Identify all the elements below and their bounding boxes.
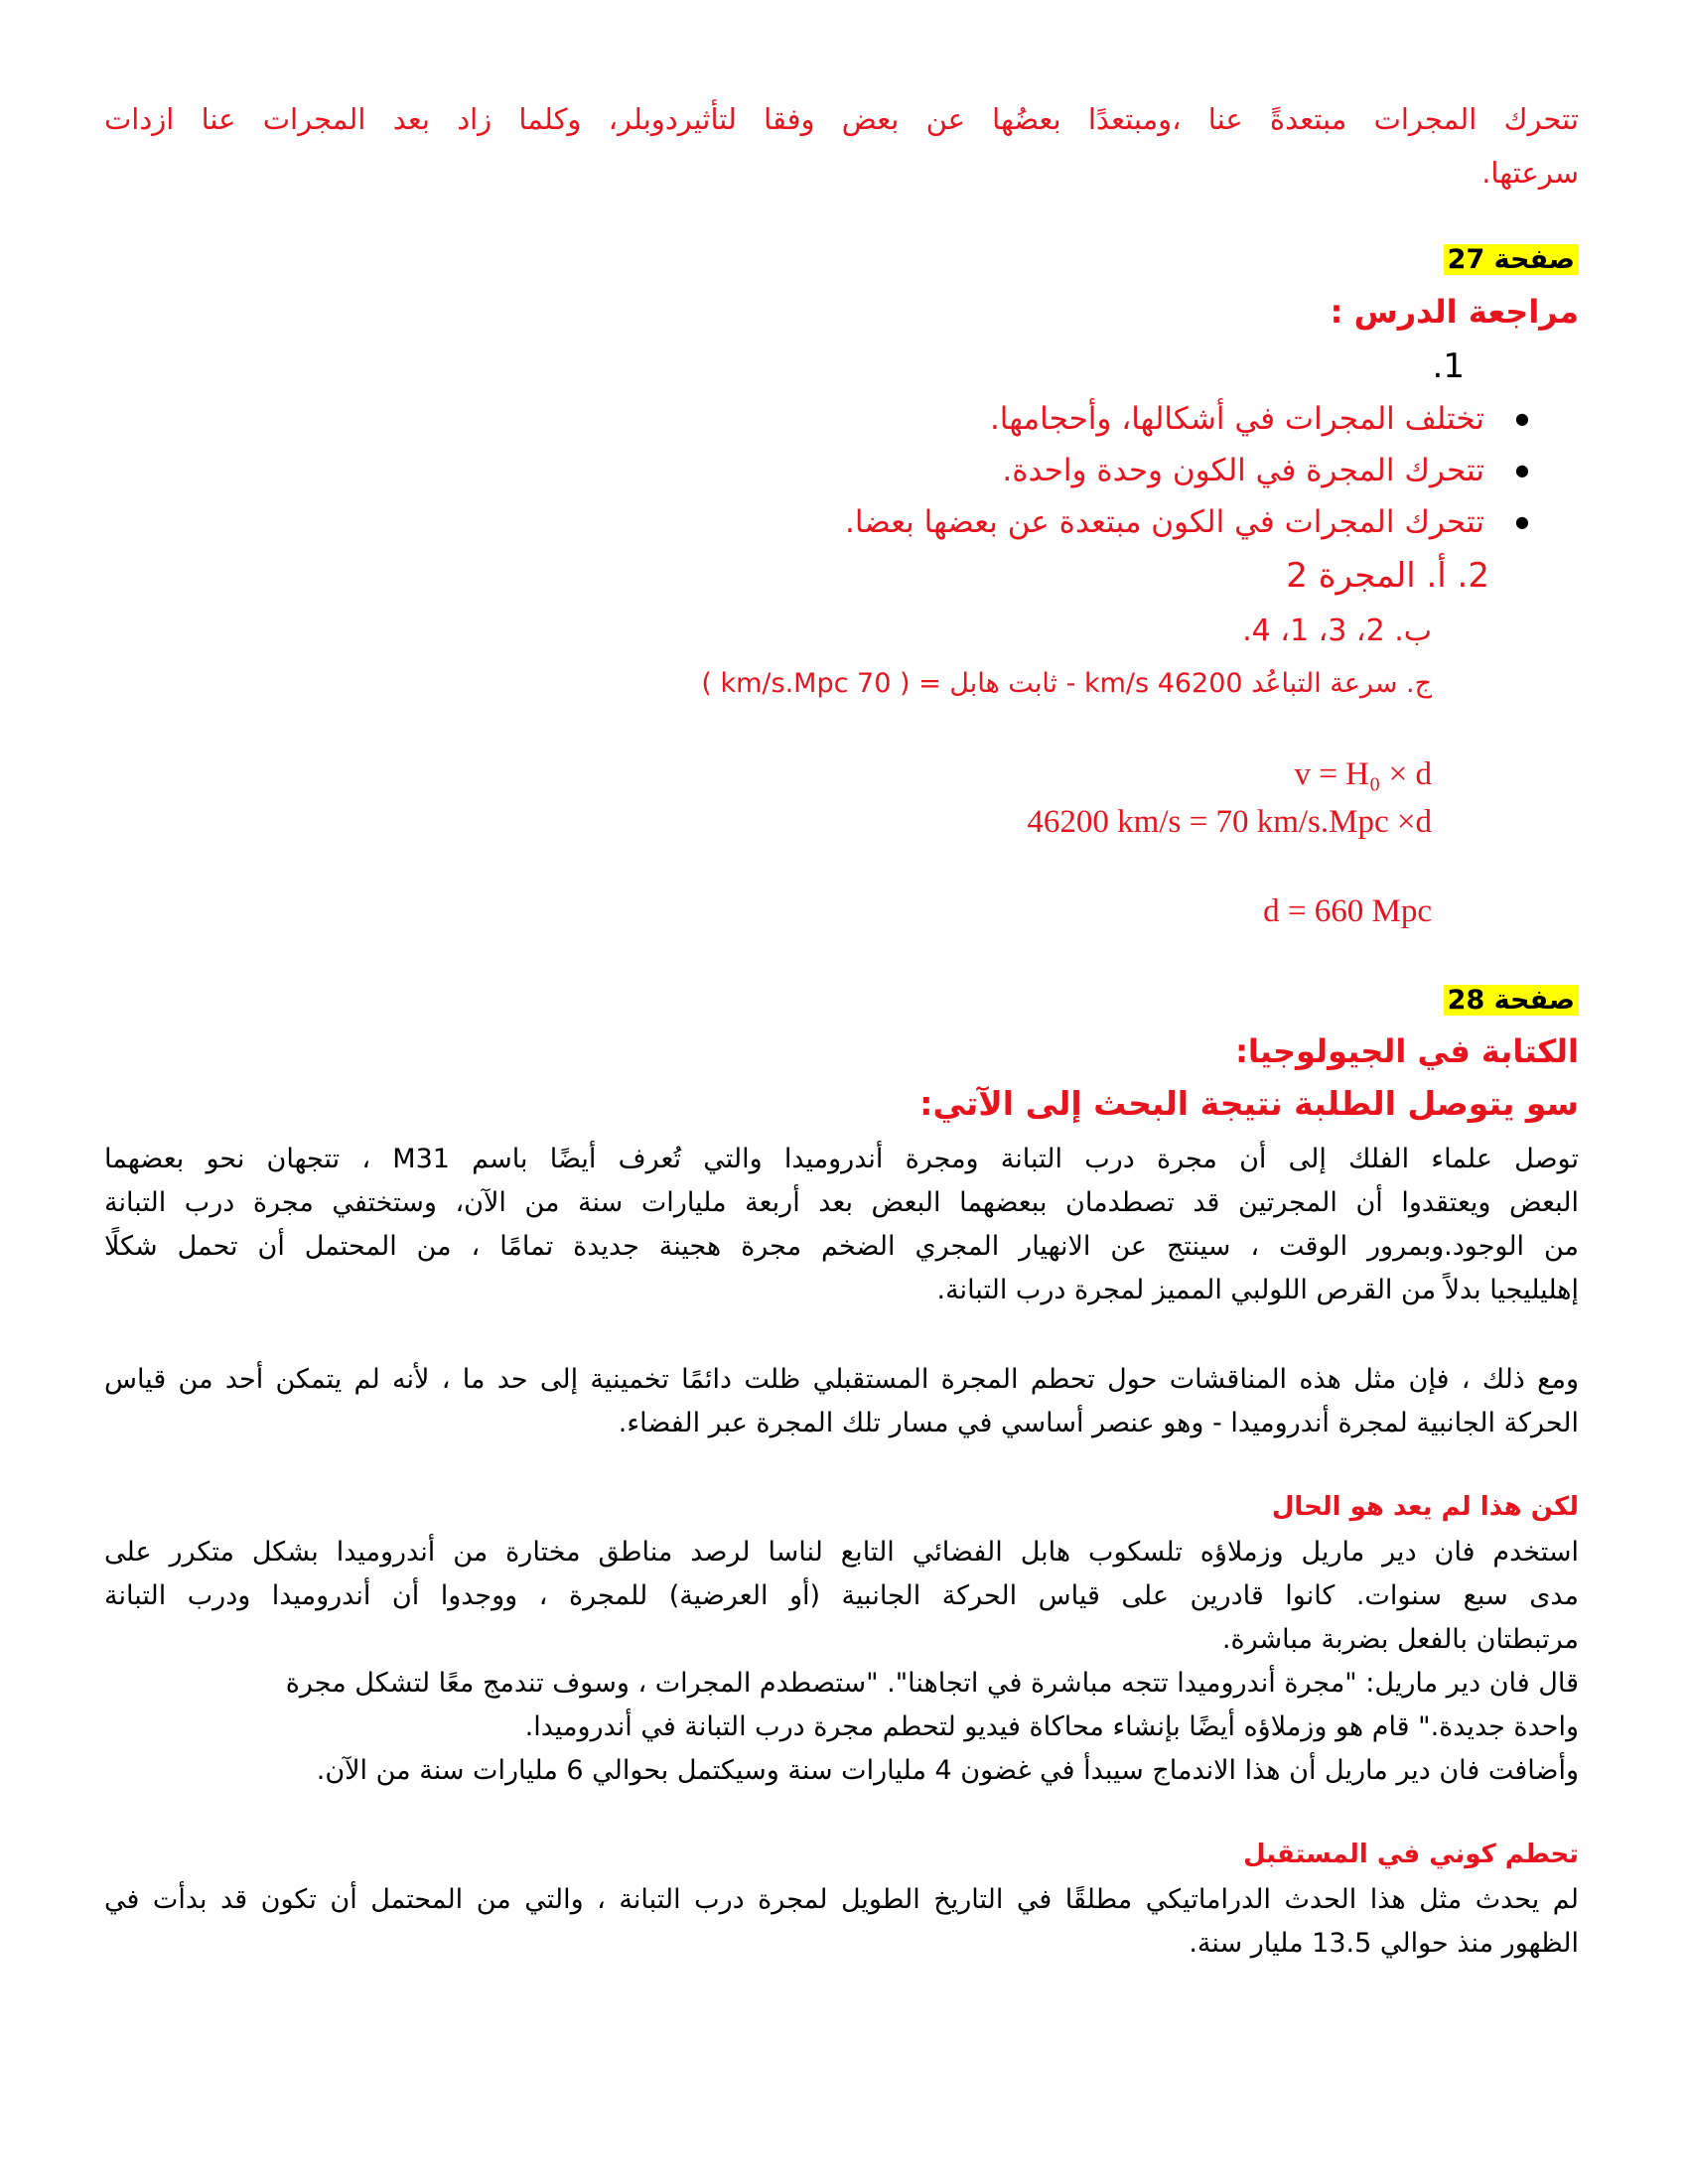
paragraph-line: لم يحدث مثل هذا الحدث الدراماتيكي مطلقًا في التاريخ الطويل لمجرة درب التبانة ، والتي من المحتمل أن تكون قد بدأت في — [104, 1884, 1579, 1915]
list-item — [845, 445, 1529, 496]
section-heading-no-longer-the-case: لكن هذا لم يعد هو الحال — [1271, 1492, 1579, 1522]
equation-substitution: 46200 km/s = 70 km/s.Mpc ×d — [1027, 804, 1432, 840]
q1-bullet-2: تتحرك المجرة في الكون وحدة واحدة. — [1002, 453, 1484, 488]
equation-hubble-law: v = H₀ × d — [1294, 756, 1432, 792]
page-28-label-text: صفحة 28 — [1444, 985, 1579, 1016]
writing-title: الكتابة في الجيولوجيا: — [1235, 1032, 1579, 1070]
list-item — [845, 393, 1529, 445]
paragraph-line: مرتبطتان بالفعل بضربة مباشرة. — [1221, 1624, 1579, 1655]
paragraph-line: البعض ويعتقدوا أن المجرتين قد تصطدمان ببعضهما البعض بعد أربعة مليارات سنة من الآن، وستختفي مجرة درب التبانة — [104, 1187, 1579, 1218]
paragraph-line: من الوجود.وبمرور الوقت ، سينتج عن الانهيار المجري الضخم مجرة هجينة جديدة تمامًا ، من المحتمل أن تحمل شكلًا — [104, 1231, 1579, 1262]
bullet-icon: ● — [1515, 461, 1529, 479]
page-28-label — [1444, 981, 1579, 1021]
research-title: سو يتوصل الطلبة نتيجة البحث إلى الآتي: — [919, 1084, 1579, 1123]
question-2-b: ب. 2، 3، 1، 4. — [1242, 614, 1432, 648]
bullet-icon: ● — [1515, 409, 1529, 428]
review-title: مراجعة الدرس : — [1330, 293, 1579, 331]
paragraph-line: الظهور منذ حوالي 13.5 مليار سنة. — [1189, 1928, 1579, 1959]
paragraph-line: واحدة جديدة." قام هو وزملاؤه أيضًا بإنشاء محاكاة فيديو لتحطم مجرة درب التبانة في أندروميدا. — [524, 1711, 1579, 1742]
question-2-c: ج. سرعة التباعُد 46200 km/s - ثابت هابل = ( 70 km/s.Mpc ) — [701, 668, 1432, 699]
paragraph-line: ومع ذلك ، فإن مثل هذه المناقشات حول تحطم المجرة المستقبلي ظلت دائمًا تخمينية إلى حد ما ، لأنه لم يتمكن أحد من قياس — [104, 1364, 1579, 1395]
bullet-icon: ● — [1515, 512, 1529, 531]
paragraph-line: استخدم فان دير ماريل وزملاؤه تلسكوب هابل الفضائي التابع لناسا لرصد مناطق مختارة من أندروميدا بشكل متكرر على — [104, 1537, 1579, 1568]
paragraph-line: توصل علماء الفلك إلى أن مجرة درب التبانة ومجرة أندروميدا والتي تُعرف أيضًا باسم M31 ، تتجهان نحو بعضهما — [104, 1144, 1580, 1174]
paragraph-line: مدى سبع سنوات. كانوا قادرين على قياس الحركة الجانبية (أو العرضية) للمجرة ، ووجدوا أن أندروميدا ودرب التبانة — [104, 1580, 1579, 1611]
question-1-number: 1. — [1432, 346, 1465, 386]
paragraph-line: قال فان دير ماريل: "مجرة أندروميدا تتجه مباشرة في اتجاهنا". "ستصطدم المجرات ، وسوف تندمج معًا لتشكل مجرة — [285, 1668, 1579, 1699]
intro-line-2: سرعتها. — [1481, 156, 1579, 190]
section-heading-cosmic-crash: تحطم كوني في المستقبل — [1243, 1840, 1579, 1869]
equation-result: d = 660 Mpc — [1263, 893, 1432, 929]
q1-bullet-3: تتحرك المجرات في الكون مبتعدة عن بعضها بعضا. — [845, 504, 1484, 540]
q1-bullet-list — [845, 393, 1529, 548]
paragraph-line: الحركة الجانبية لمجرة أندروميدا - وهو عنصر أساسي في مسار تلك المجرة عبر الفضاء. — [618, 1408, 1579, 1438]
page-27-label-text: صفحة 27 — [1444, 244, 1579, 275]
question-2-a: 2. أ. المجرة 2 — [1286, 556, 1489, 596]
list-item — [845, 496, 1529, 548]
paragraph-line: وأضافت فان دير ماريل أن هذا الاندماج سيبدأ في غضون 4 مليارات سنة وسيكتمل بحوالي 6 مليارات سنة من الآن. — [316, 1755, 1579, 1786]
intro-line-1: تتحرك المجرات مبتعدةً عنا ،ومبتعدًا بعضُها عن بعض وفقا لتأثيردوبلر، وكلما زاد بعد المجرات عنا ازدات — [104, 102, 1579, 136]
paragraph-line: إهليليجيا بدلاً من القرص اللولبي المميز لمجرة درب التبانة. — [936, 1275, 1579, 1305]
q1-bullet-1: تختلف المجرات في أشكالها، وأحجامها. — [989, 401, 1484, 437]
page-27-label — [1444, 240, 1579, 280]
